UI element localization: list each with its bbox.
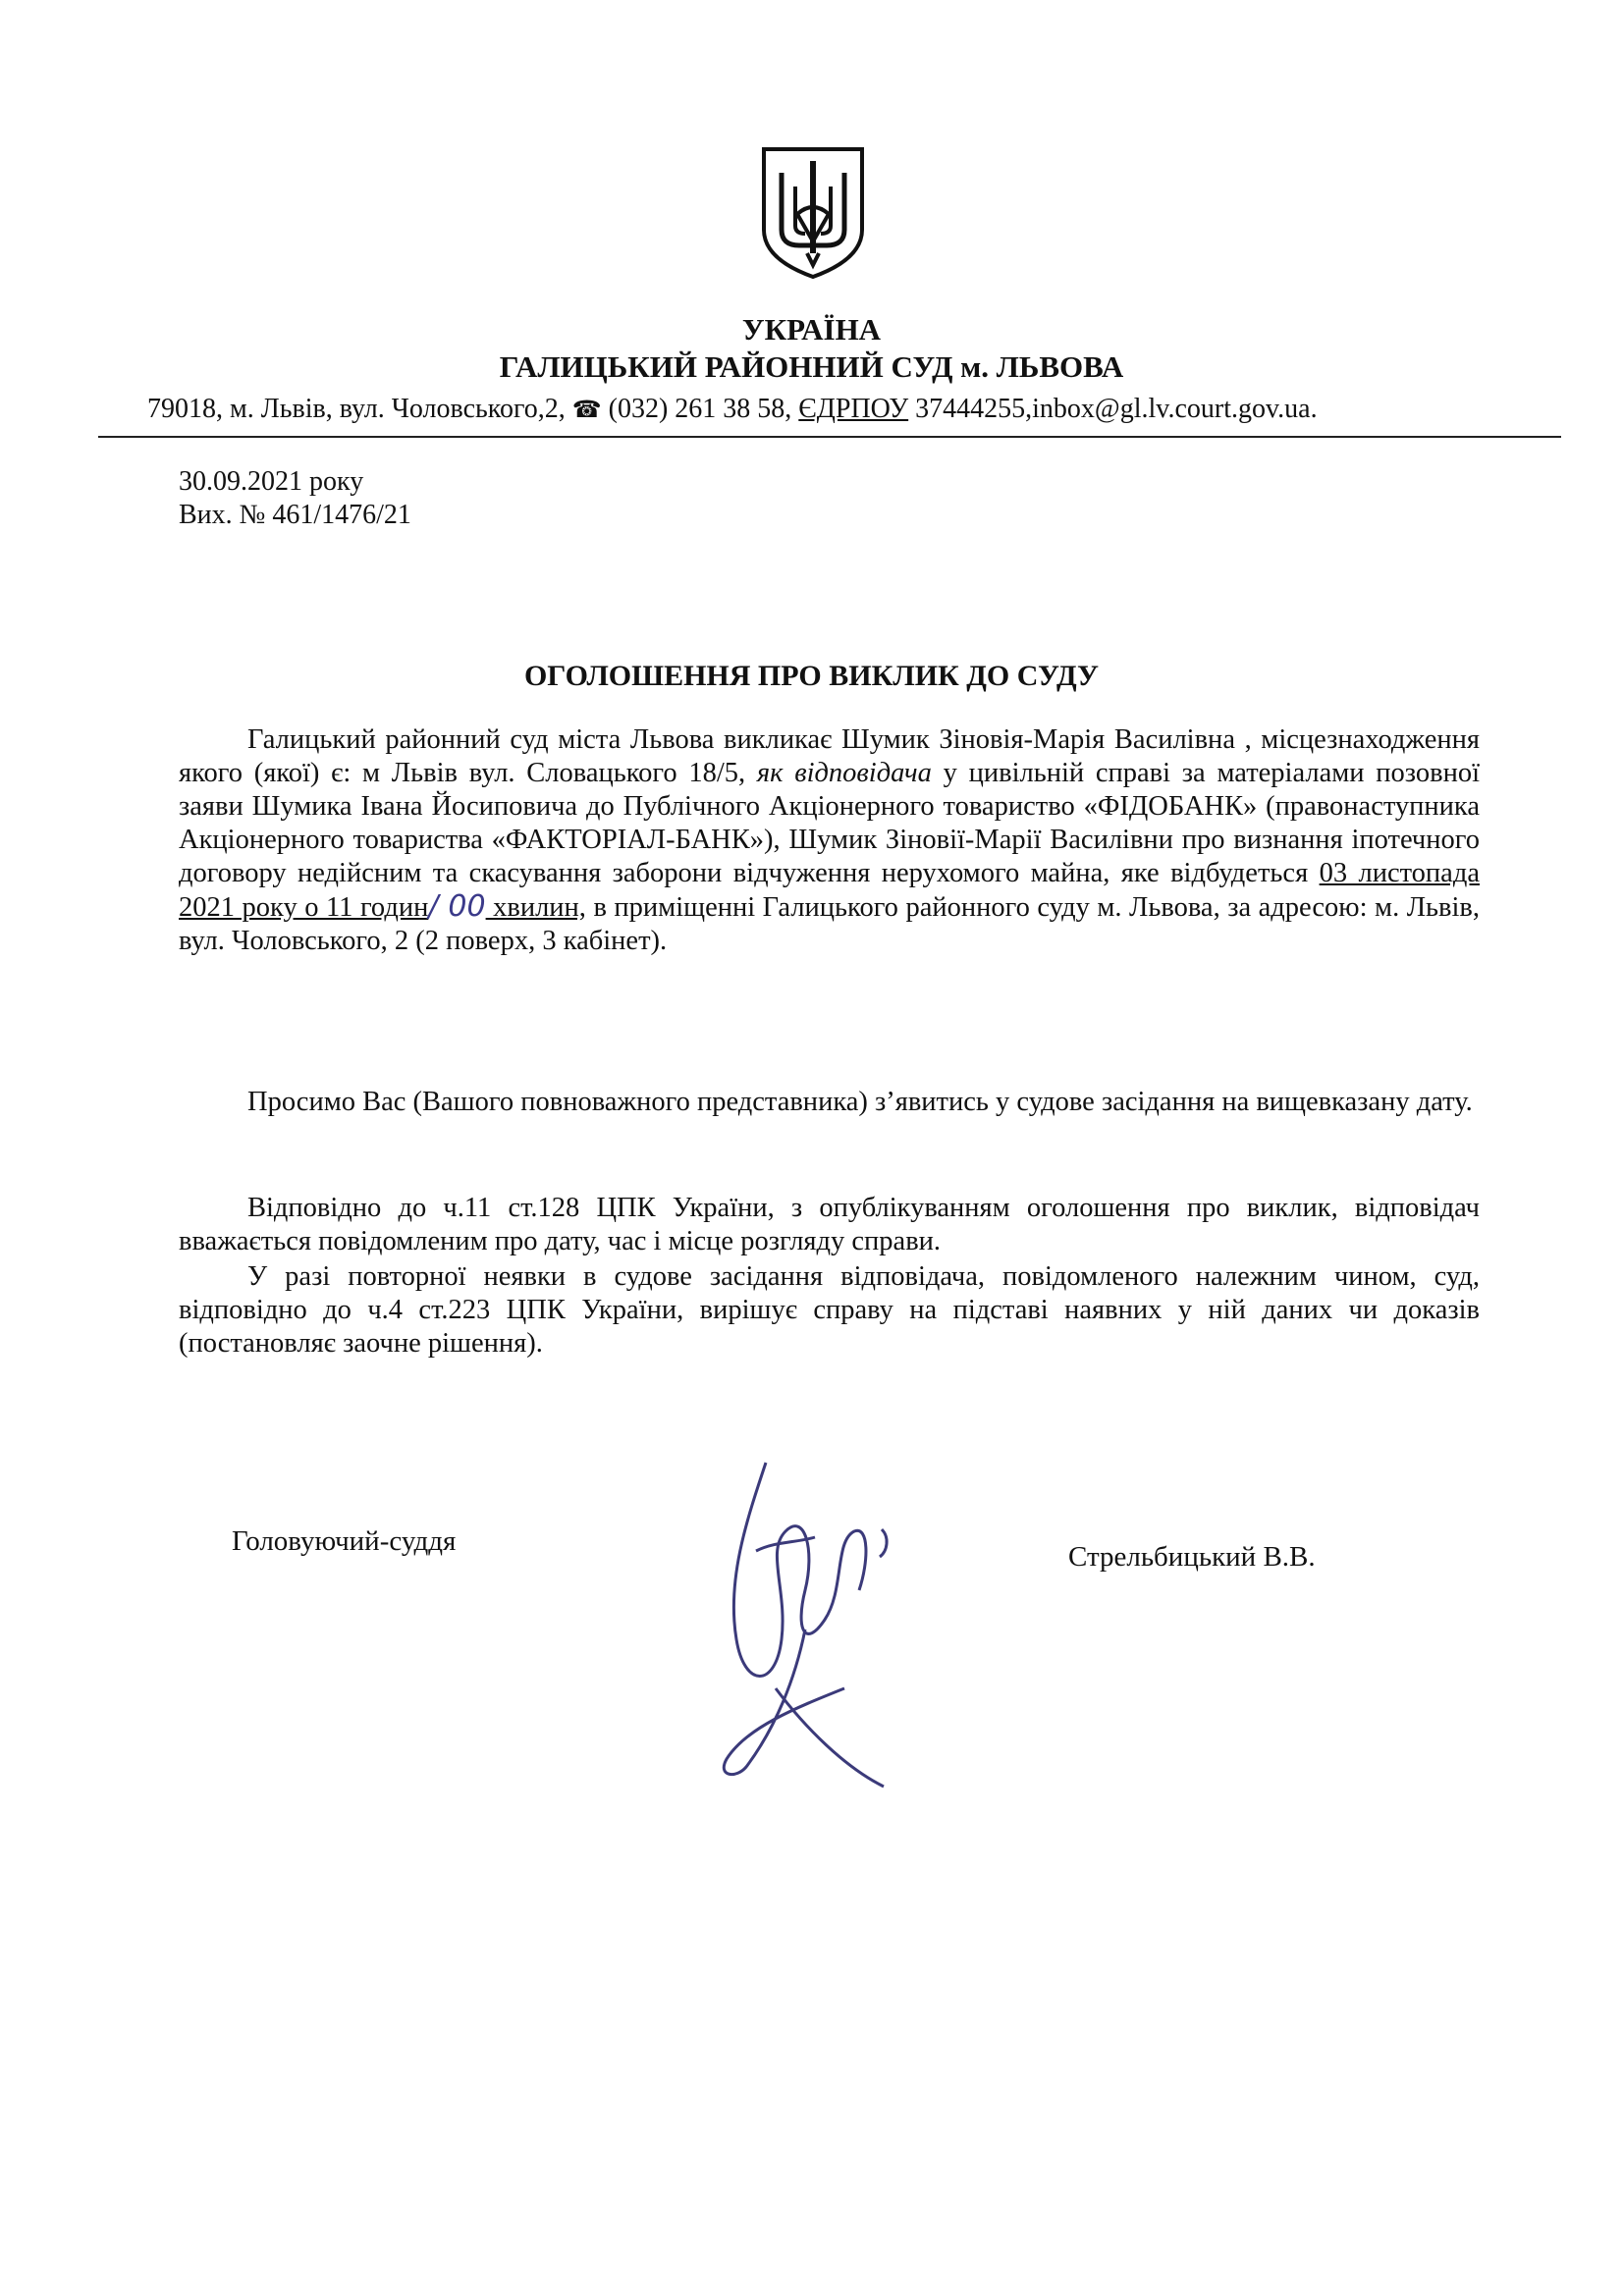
header-divider [98,436,1561,438]
address-phone: (032) 261 38 58, [608,394,792,424]
hearing-datetime-part2: хвилин, [485,892,586,923]
signatory-role: Головуючий-суддя [232,1525,457,1557]
summons-text-part1: Галицький районний суд міста Львова викликає Шумик Зіновія-Марія Василівна , місцезнаходження якого (якої) є: м Львів вул. Словацького 18/5, [179,724,1480,788]
court-address-line [147,393,1318,427]
summons-paragraph [179,723,1480,958]
edrpou-label: ЄДРПОУ [798,394,909,424]
document-title: ОГОЛОШЕННЯ ПРО ВИКЛИК ДО СУДУ [523,660,1100,692]
hearing-datetime-part1: 03 листопада 2021 року о 11 годин [179,858,1480,923]
handwritten-minutes: / 00 [428,889,486,924]
address-edrpou-email: 37444255,inbox@gl.lv.court.gov.ua. [915,394,1318,424]
summons-text-part2: у цивільній справі за матеріалами позовної заяви Шумика Івана Йосиповича до Публічного Акціонерного товариство «ФІДОБАНК» (правонаступника Акціонерного товариства «ФАКТОРІАЛ-БАНК»), Шумик Зіновії-Марії Василівни про визнання іпотечного договору недійсним та скасування заборони відчуження нерухомого майна, яке відбудеться [179,758,1480,888]
signatory-name: Стрельбицький В.В. [1068,1541,1316,1573]
outgoing-reference-number: Вих. № 461/1476/21 [179,500,411,530]
document-date: 30.09.2021 року [179,466,364,497]
default-judgment-paragraph: У разі повторної неявки в судове засідання відповідача, повідомленого належним чином, суд, відповідно до ч.4 ст.223 ЦПК України, вирішує справу на підставі наявних у ній даних чи доказів (постановляє заочне рішення). [179,1261,1480,1359]
trident-coat-of-arms-icon [754,143,872,281]
defendant-role: як відповідача [756,758,932,788]
court-heading: ГАЛИЦЬКИЙ РАЙОННИЙ СУД м. ЛЬВОВА [499,349,1124,384]
summons-text-part3: в приміщенні Галицького районного суду м. Львова, за адресою: м. Львів, вул. Чоловського, 2 (2 поверх, 3 кабінет). [179,892,1480,956]
handwritten-signature-icon [658,1443,913,1796]
notification-paragraph: Відповідно до ч.11 ст.128 ЦПК України, з опублікуванням оголошення про виклик, відповідач вважається повідомленим про дату, час і місце розгляду справи. [179,1193,1480,1256]
phone-icon: ☎ [571,398,602,423]
country-heading: УКРАЇНА [741,312,882,347]
attendance-request-paragraph: Просимо Вас (Вашого повноважного представника) з’явитись у судове засідання на вищевказану дату. [247,1087,1473,1117]
address-street: 79018, м. Львів, вул. Чоловського,2, [147,394,566,424]
